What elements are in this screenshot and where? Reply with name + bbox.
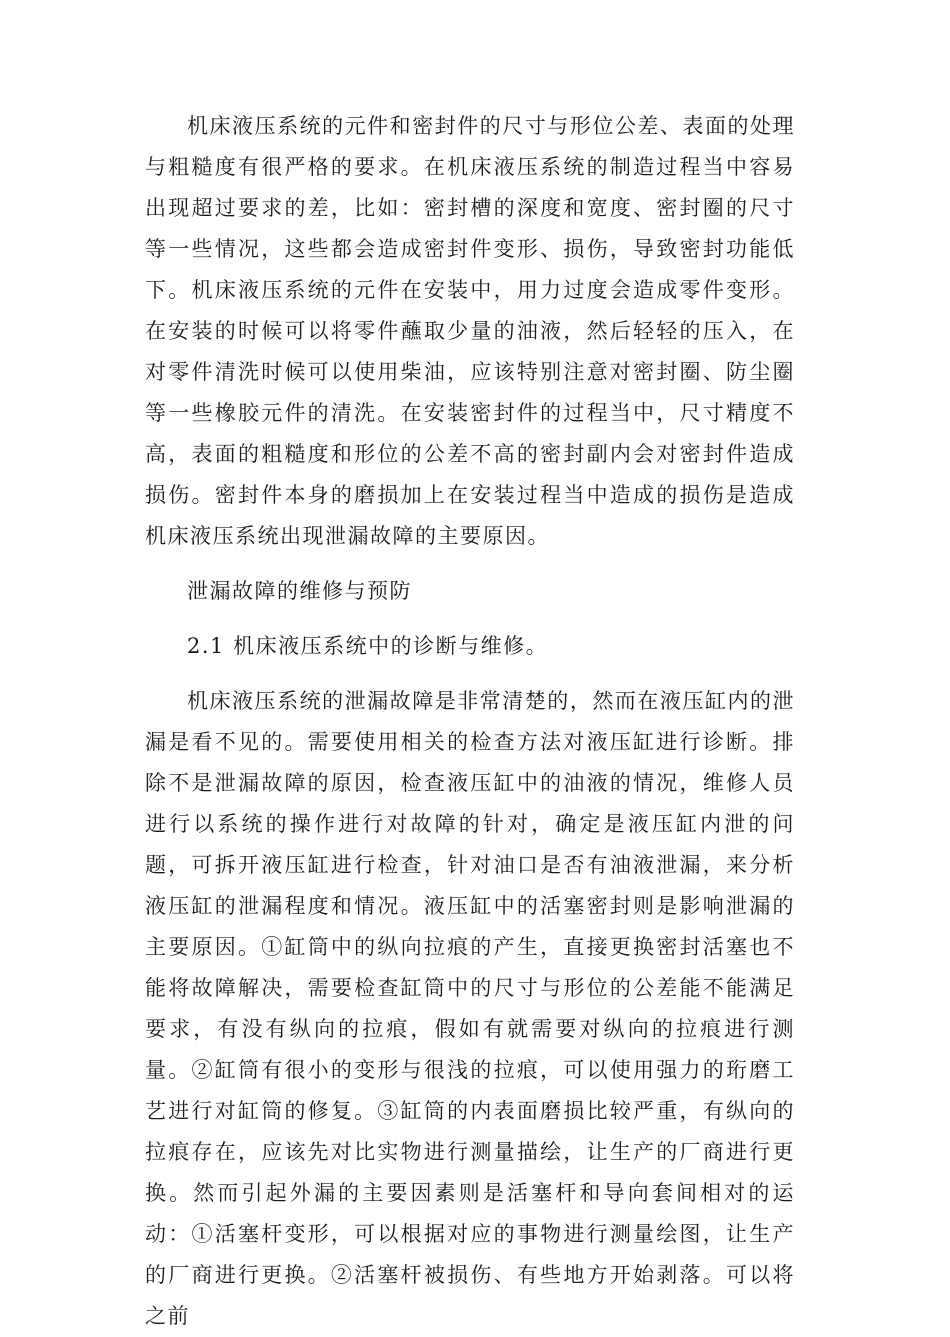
document-body (145, 106, 795, 1337)
paragraph-diagnosis-repair: 机床液压系统的泄漏故障是非常清楚的，然而在液压缸内的泄漏是看不见的。需要使用相关的检查方法对液压缸进行诊断。排除不是泄漏故障的原因，检查液压缸中的油液的情况，维修人员进行以系统的操作进行对故障的针对，确定是液压缸内泄的问题，可拆开液压缸进行检查，针对油口是否有油液泄漏，来分析液压缸的泄漏程度和情况。液压缸中的活塞密封则是影响泄漏的主要原因。①缸筒中的纵向拉痕的产生，直接更换密封活塞也不能将故障解决，需要检查缸筒中的尺寸与形位的公差能不能满足要求，有没有纵向的拉痕，假如有就需要对纵向的拉痕进行测量。②缸筒有很小的变形与很浅的拉痕，可以使用强力的珩磨工艺进行对缸筒的修复。③缸筒的内表面磨损比较严重，有纵向的拉痕存在，应该先对比实物进行测量描绘，让生产的厂商进行更换。然而引起外漏的主要因素则是活塞杆和导向套间相对的运动：①活塞杆变形，可以根据对应的事物进行测量绘图，让生产的厂商进行更换。②活塞杆被损伤、有些地方开始剥落。可以将之前 (145, 689, 795, 1328)
section-heading: 泄漏故障的维修与预防 (187, 579, 412, 603)
paragraph-seal-damage: 机床液压系统的元件和密封件的尺寸与形位公差、表面的处理与粗糙度有很严格的要求。在机床液压系统的制造过程当中容易出现超过要求的差，比如：密封槽的深度和宽度、密封圈的尺寸等一些情况，这些都会造成密封件变形、损伤，导致密封功能低下。机床液压系统的元件在安装中，用力过度会造成零件变形。在安装的时候可以将零件蘸取少量的油液，然后轻轻的压入，在对零件清洗时候可以使用柴油，应该特别注意对密封圈、防尘圈等一些橡胶元件的清洗。在安装密封件的过程当中，尺寸精度不高，表面的粗糙度和形位的公差不高的密封副内会对密封件造成损伤。密封件本身的磨损加上在安装过程当中造成的损伤是造成机床液压系统出现泄漏故障的主要原因。 (145, 114, 795, 548)
subsection-heading: 2.1 机床液压系统中的诊断与维修。 (187, 634, 549, 658)
